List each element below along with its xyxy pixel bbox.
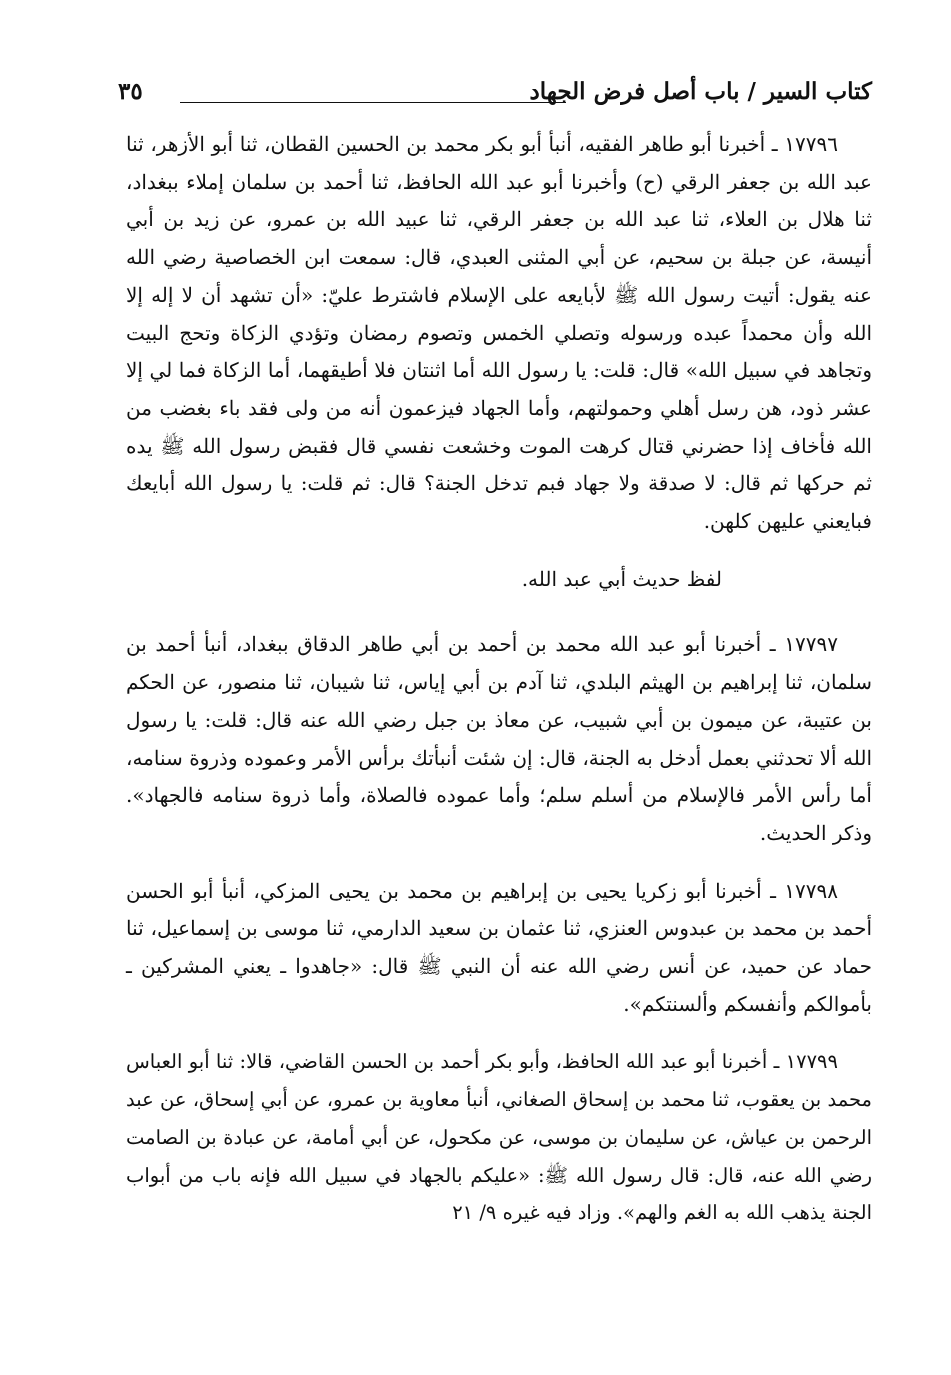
hadith-paragraph (126, 126, 872, 541)
header-rule (180, 102, 566, 103)
page-body (126, 126, 872, 1252)
hadith-number: ١٧٧٩٦ (784, 132, 838, 156)
hadith-note: لفظ حديث أبي عبد الله. (521, 566, 722, 591)
hadith-text: ـ أخبرنا أبو زكريا يحيى بن إبراهيم بن محمد بن يحيى المزكي، أنبأ أبو الحسن أحمد بن محمد بن عبدوس العنزي، ثنا عثمان بن سعيد الدارمي، ثنا موسى بن إسماعيل، ثنا حماد عن حميد، عن أنس رضي الله عنه أن النبي ﷺ قال: «جاهدوا ـ يعني المشركين ـ بأموالكم وأنفسكم وألسنتكم». (126, 878, 872, 1016)
hadith-paragraph (126, 1043, 872, 1232)
running-header (118, 74, 872, 114)
hadith-number: ١٧٧٩٧ (784, 632, 838, 657)
hadith-number: ١٧٧٩٨ (784, 878, 839, 903)
hadith-text: ـ أخبرنا أبو طاهر الفقيه، أنبأ أبو بكر محمد بن الحسين القطان، ثنا أبو الأزهر، ثنا عبد الله بن جعفر الرقي (ح) وأخبرنا أبو عبد الله الحافظ، ثنا أحمد بن سلمان إملاء ببغداد، ثنا هلال بن العلاء، ثنا عبد الله بن جعفر الرقي، ثنا عبيد الله بن عمرو، عن زيد بن أبي أنيسة، عن جبلة بن سحيم، عن أبي المثنى العبدي، قال: سمعت ابن الخصاصية رضي الله عنه يقول: أتيت رسول الله ﷺ لأبايعه على الإسلام فاشترط عليّ: «أن تشهد أن لا إله إلا الله وأن محمداً عبده ورسوله وتصلي الخمس وتصوم رمضان وتؤدي الزكاة وتحج البيت وتجاهد في سبيل الله» قال: قلت: يا رسول الله أما اثنتان فلا أطيقهما، أما الزكاة فما لي إلا عشر ذود، هن رسل أهلي وحمولتهم، وأما الجهاد فيزعمون أنه من ولى فقد باء بغضب من الله فأخاف إذا حضرني قتال كرهت الموت وخشعت نفسي قال فقبض رسول الله ﷺ يده ثم حركها ثم قال: لا صدقة ولا جهاد فبم تدخل الجنة؟ قال: ثم قلت: يا رسول الله أبايعك فبايعني عليهن كلهن. (126, 132, 873, 534)
header-title: كتاب السير / باب أصل فرض الجهاد (529, 78, 872, 105)
hadith-paragraph (126, 873, 872, 1024)
hadith-number: ١٧٧٩٩ (785, 1050, 838, 1074)
hadith-text: ـ أخبرنا أبو عبد الله الحافظ، وأبو بكر أحمد بن الحسن القاضي، قالا: ثنا أبو العباس محمد بن يعقوب، ثنا محمد بن إسحاق الصغاني، أنبأ معاوية بن عمرو، عن أبي إسحاق، عن عبد الرحمن بن عياش، عن سليمان بن موسى، عن مكحول، عن أبي أمامة، عن عبادة بن الصامت رضي الله عنه، قال: قال رسول الله ﷺ: «عليكم بالجهاد في سبيل الله فإنه باب من أبواب الجنة يذهب الله به الغم والهم». وزاد فيه غيره ٩/ ٢١ (126, 1050, 872, 1225)
hadith-text: ـ أخبرنا أبو عبد الله محمد بن أحمد بن أبي طاهر الدقاق ببغداد، أنبأ أحمد بن سلمان، ثنا إبراهيم بن الهيثم البلدي، ثنا آدم بن أبي إياس، ثنا شيبان، ثنا منصور، عن الحكم بن عتيبة، عن ميمون بن أبي شبيب، عن معاذ بن جبل رضي الله عنه قال: قلت: يا رسول الله ألا تحدثني بعمل أدخل به الجنة، قال: إن شئت أنبأتك برأس الأمر وعموده وذروة سنامه، أما رأس الأمر فالإسلام من أسلم سلم؛ وأما عموده فالصلاة، وأما ذروة سنامه فالجهاد». وذكر الحديث. (126, 632, 872, 845)
hadith-paragraph (126, 626, 872, 852)
page-number: ٣٥ (118, 78, 143, 105)
